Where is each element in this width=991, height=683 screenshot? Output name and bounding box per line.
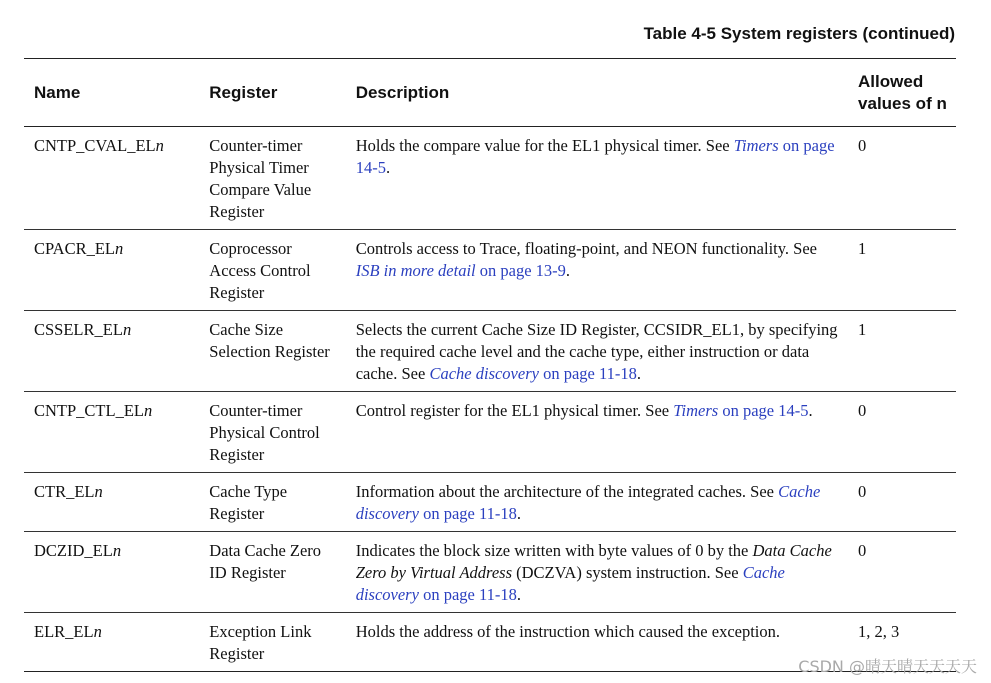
description-end: . [516, 585, 521, 604]
description-text: Controls access to Trace, floating-point, and NEON functionality. See [355, 239, 818, 258]
table-row [24, 127, 956, 230]
table-row [24, 473, 956, 532]
description-text: Indicates the block size written with byte values of 0 by the [355, 541, 753, 560]
link-title: Timers [733, 136, 779, 155]
table-row [24, 230, 956, 311]
register-name-suffix: n [155, 136, 164, 155]
register-name-suffix: n [94, 482, 103, 501]
link-title: ISB in more detail [355, 261, 476, 280]
header-register: Register [199, 59, 345, 127]
cell-name [24, 392, 199, 473]
system-registers-table [24, 58, 956, 672]
cell-name [24, 613, 199, 672]
cell-allowed-values: 1 [848, 311, 956, 392]
description-end: . [385, 158, 391, 177]
table-caption: Table 4-5 System registers (continued) [643, 24, 955, 43]
cross-reference-link[interactable] [356, 261, 566, 280]
cell-register: Exception Link Register [199, 613, 345, 672]
cell-name [24, 230, 199, 311]
cell-description [346, 473, 848, 532]
description-end: . [516, 504, 521, 523]
table-row [24, 532, 956, 613]
link-title: Timers [673, 401, 719, 420]
instruction-name: Data Cache Zero by Virtual Address [355, 541, 832, 582]
link-page: on page 14-5 [355, 136, 835, 177]
register-name-suffix: n [122, 320, 132, 339]
link-title: Cache discovery [355, 563, 785, 604]
cell-name [24, 311, 199, 392]
link-page: on page 14-5 [718, 401, 809, 420]
cell-allowed-values: 1, 2, 3 [848, 613, 956, 672]
register-name-suffix: n [144, 401, 153, 420]
header-name: Name [24, 59, 199, 127]
header-allowed-values: Allowed values of n [848, 59, 956, 127]
cell-name [24, 127, 199, 230]
cell-allowed-values: 0 [848, 392, 956, 473]
description-text-continued: (DCZVA) system instruction. See [512, 563, 743, 582]
register-name: CSSELR_EL [34, 320, 123, 339]
link-title: Cache discovery [429, 364, 539, 383]
link-page: on page 11-18 [538, 364, 637, 383]
cell-register: Coprocessor Access Control Register [199, 230, 345, 311]
link-page: on page 11-18 [418, 585, 517, 604]
table-row [24, 311, 956, 392]
description-end: . [565, 261, 571, 280]
cross-reference-link[interactable] [673, 401, 808, 420]
register-name: CNTP_CVAL_EL [34, 136, 156, 155]
cell-register: Data Cache Zero ID Register [199, 532, 345, 613]
cell-description [346, 392, 848, 473]
cell-description [346, 613, 848, 672]
description-text: Information about the architecture of the integrated caches. See [355, 482, 779, 501]
cell-allowed-values: 0 [848, 127, 956, 230]
description-end: . [636, 364, 641, 383]
watermark: CSDN @晴天晴天天天天 [798, 657, 977, 676]
cell-allowed-values: 0 [848, 532, 956, 613]
cell-description [346, 532, 848, 613]
cell-register: Counter-timer Physical Timer Compare Value Register [199, 127, 345, 230]
register-name: ELR_EL [34, 622, 94, 641]
description-text: Control register for the EL1 physical timer. See [355, 401, 674, 420]
description-text: Selects the current Cache Size ID Register, CCSIDR_EL1, by specifying the required cache level and the cache type, either instruction or data cache. See [355, 320, 838, 383]
link-page: on page 11-18 [418, 504, 517, 523]
cell-register: Cache Size Selection Register [199, 311, 345, 392]
cross-reference-link[interactable] [429, 364, 636, 383]
description-text: Holds the compare value for the EL1 physical timer. See [355, 136, 734, 155]
register-name-suffix: n [115, 239, 124, 258]
register-name: CPACR_EL [34, 239, 116, 258]
register-name-suffix: n [112, 541, 122, 560]
cell-description [346, 230, 848, 311]
cell-register: Cache Type Register [199, 473, 345, 532]
register-name: DCZID_EL [34, 541, 113, 560]
register-name: CTR_EL [34, 482, 95, 501]
cell-description [346, 127, 848, 230]
link-title: Cache discovery [355, 482, 821, 523]
link-page: on page 13-9 [475, 261, 566, 280]
register-name-suffix: n [93, 622, 102, 641]
description-text: Holds the address of the instruction which caused the exception. [355, 622, 781, 641]
cell-description [346, 311, 848, 392]
cell-allowed-values: 0 [848, 473, 956, 532]
register-name: CNTP_CTL_EL [34, 401, 144, 420]
table-header-row [24, 59, 956, 127]
cell-register: Counter-timer Physical Control Register [199, 392, 345, 473]
cell-name [24, 532, 199, 613]
description-end: . [808, 401, 813, 420]
table-row [24, 392, 956, 473]
cell-allowed-values: 1 [848, 230, 956, 311]
cell-name [24, 473, 199, 532]
header-description: Description [346, 59, 848, 127]
